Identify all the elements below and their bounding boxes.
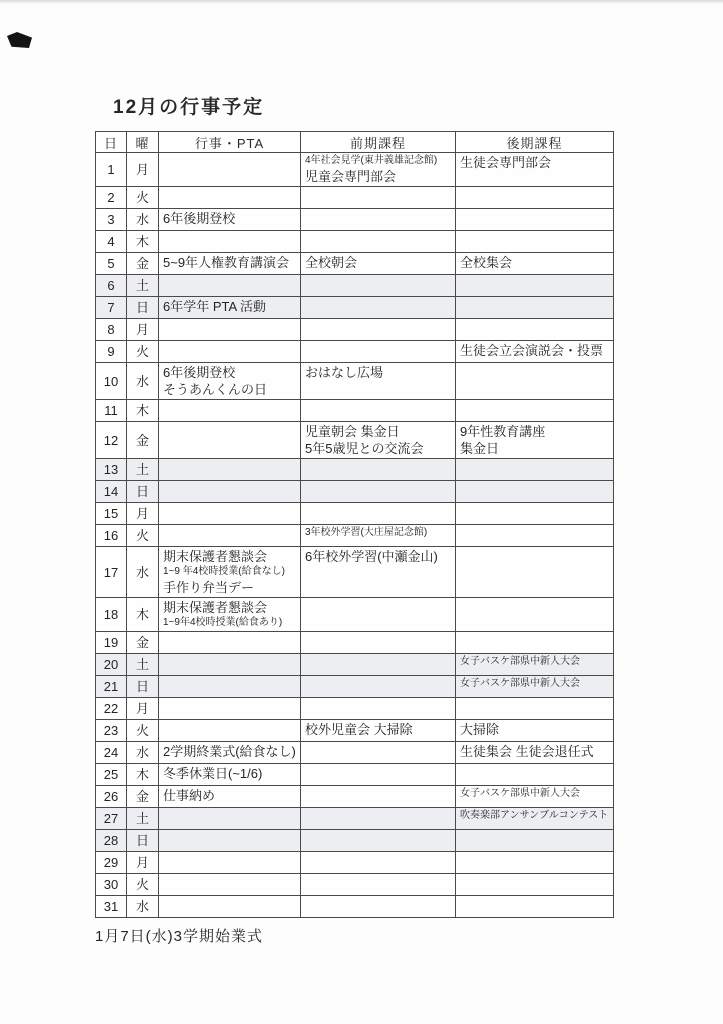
cell-text-line: 28 (103, 833, 119, 848)
kouki-cell (456, 852, 614, 874)
events-pta-cell (159, 400, 301, 422)
cell-text-line: 13 (103, 462, 119, 477)
cell-text-line: 金 (135, 432, 149, 448)
cell-text-line: 1 (107, 162, 115, 177)
day-cell (96, 720, 127, 742)
kouki-cell (456, 319, 614, 341)
header-weekday: 曜 (127, 132, 159, 153)
zenki-cell (301, 632, 456, 654)
document-content (95, 92, 620, 946)
events-pta-cell (159, 275, 301, 297)
table-row (96, 676, 614, 698)
cell-text-line: 月 (135, 506, 149, 521)
day-cell (96, 830, 127, 852)
events-pta-cell (159, 598, 301, 632)
cell-text-line: 期末保護者懇談会 (163, 549, 268, 564)
cell-text-line: 日 (135, 484, 149, 499)
cell-text-line: 4 (107, 234, 115, 249)
table-row (96, 209, 614, 231)
weekday-cell (127, 808, 159, 830)
cell-text-line: 大掃除 (460, 722, 500, 737)
cell-text-line: 10 (103, 373, 119, 389)
cell-text-line: 木 (135, 767, 149, 782)
cell-text-line: 木 (135, 403, 149, 418)
day-cell (96, 231, 127, 253)
day-cell (96, 422, 127, 459)
table-row (96, 400, 614, 422)
cell-text-line: 22 (103, 701, 119, 716)
table-row (96, 830, 614, 852)
cell-text-line: 水 (135, 564, 149, 580)
day-cell (96, 764, 127, 786)
table-row (96, 231, 614, 253)
cell-text-line: 冬季休業日(~1/6) (163, 766, 263, 781)
weekday-cell (127, 654, 159, 676)
cell-text-line: 19 (103, 635, 119, 650)
zenki-cell (301, 275, 456, 297)
zenki-cell (301, 481, 456, 503)
day-cell (96, 253, 127, 275)
table-row (96, 874, 614, 896)
weekday-cell (127, 764, 159, 786)
cell-text-line: 16 (103, 528, 119, 543)
zenki-cell (301, 808, 456, 830)
cell-text-line: 18 (103, 607, 119, 622)
events-pta-cell (159, 525, 301, 547)
day-cell (96, 676, 127, 698)
kouki-cell (456, 503, 614, 525)
events-pta-cell (159, 153, 301, 187)
kouki-cell (456, 676, 614, 698)
table-row (96, 525, 614, 547)
zenki-cell (301, 676, 456, 698)
weekday-cell (127, 547, 159, 598)
cell-text-line: 金 (135, 635, 149, 650)
cell-text-line: 水 (135, 212, 149, 227)
weekday-cell (127, 341, 159, 363)
cell-text-line: 日 (135, 300, 149, 315)
day-cell (96, 786, 127, 808)
table-row (96, 275, 614, 297)
kouki-cell (456, 720, 614, 742)
events-pta-cell (159, 547, 301, 598)
cell-text-line: 5~9年人権教育講演会 (163, 255, 290, 270)
kouki-cell (456, 698, 614, 720)
zenki-cell (301, 341, 456, 363)
weekday-cell (127, 830, 159, 852)
cell-text-line: 2 (107, 190, 115, 205)
cell-text-line: 6年後期登校 (163, 211, 236, 226)
events-pta-cell (159, 187, 301, 209)
day-cell (96, 632, 127, 654)
cell-text-line: 期末保護者懇談会 (163, 600, 268, 615)
day-cell (96, 459, 127, 481)
cell-text-line: 20 (103, 657, 119, 672)
events-pta-cell (159, 874, 301, 896)
weekday-cell (127, 253, 159, 275)
day-cell (96, 503, 127, 525)
day-cell (96, 808, 127, 830)
kouki-cell (456, 830, 614, 852)
cell-text-line: 火 (135, 528, 149, 543)
events-pta-cell (159, 808, 301, 830)
zenki-cell (301, 153, 456, 187)
table-row (96, 297, 614, 319)
cell-text-line: 21 (103, 679, 119, 694)
day-cell (96, 400, 127, 422)
zenki-cell (301, 720, 456, 742)
cell-text-line: 火 (135, 877, 149, 892)
weekday-cell (127, 503, 159, 525)
table-row (96, 808, 614, 830)
events-pta-cell (159, 830, 301, 852)
kouki-cell (456, 297, 614, 319)
table-row (96, 422, 614, 459)
table-row (96, 632, 614, 654)
events-pta-cell (159, 632, 301, 654)
events-pta-cell (159, 209, 301, 231)
cell-text-line: 女子バスケ部県中新人大会 (460, 656, 580, 667)
events-pta-cell (159, 319, 301, 341)
cell-text-line: 30 (103, 877, 119, 892)
zenki-cell (301, 297, 456, 319)
cell-text-line: 全校朝会 (305, 255, 358, 270)
cell-text-line: おはなし広場 (305, 365, 384, 380)
kouki-cell (456, 187, 614, 209)
cell-text-line: 3年校外学習(大庄屋記念館) (305, 527, 428, 538)
table-row (96, 896, 614, 918)
zenki-cell (301, 363, 456, 400)
cell-text-line: 7 (107, 300, 115, 315)
header-zenki-katei: 前期課程 (301, 132, 456, 153)
weekday-cell (127, 598, 159, 632)
table-row (96, 153, 614, 187)
cell-text-line: 児童会専門部会 (305, 169, 397, 184)
zenki-cell (301, 209, 456, 231)
kouki-cell (456, 786, 614, 808)
schedule-table (95, 131, 614, 918)
kouki-cell (456, 231, 614, 253)
day-cell (96, 319, 127, 341)
cell-text-line: 土 (135, 811, 149, 826)
zenki-cell (301, 874, 456, 896)
cell-text-line: 木 (135, 607, 149, 622)
cell-text-line: 手作り弁当デー (163, 580, 255, 595)
cell-text-line: 9年性教育講座 (460, 424, 546, 439)
day-cell (96, 598, 127, 632)
events-pta-cell (159, 459, 301, 481)
events-pta-cell (159, 231, 301, 253)
zenki-cell (301, 654, 456, 676)
cell-text-line: 土 (135, 462, 149, 477)
cell-text-line: 日 (135, 833, 149, 848)
cell-text-line: 金 (135, 789, 149, 804)
table-row (96, 341, 614, 363)
weekday-cell (127, 363, 159, 400)
kouki-cell (456, 896, 614, 918)
events-pta-cell (159, 852, 301, 874)
cell-text-line: 月 (135, 855, 149, 870)
cell-text-line: 5年5歳児との交流会 (305, 441, 424, 456)
cell-text-line: 3 (107, 212, 115, 227)
cell-text-line: 女子バスケ部県中新人大会 (460, 678, 580, 689)
kouki-cell (456, 400, 614, 422)
events-pta-cell (159, 503, 301, 525)
events-pta-cell (159, 654, 301, 676)
cell-text-line: 5 (107, 256, 115, 271)
day-cell (96, 363, 127, 400)
zenki-cell (301, 459, 456, 481)
cell-text-line: 6年校外学習(中瀬金山) (305, 549, 438, 564)
weekday-cell (127, 319, 159, 341)
cell-text-line: 生徒集会 生徒会退任式 (460, 744, 594, 759)
day-cell (96, 547, 127, 598)
cell-text-line: 15 (103, 506, 119, 521)
cell-text-line: 4年社会見学(東井義雄記念館) (305, 155, 438, 166)
cell-text-line: 女子バスケ部県中新人大会 (460, 788, 580, 799)
cell-text-line: 14 (103, 484, 119, 499)
zenki-cell (301, 319, 456, 341)
day-cell (96, 481, 127, 503)
weekday-cell (127, 297, 159, 319)
events-pta-cell (159, 786, 301, 808)
cell-text-line: 火 (135, 344, 149, 359)
cell-text-line: 吹奏楽部アンサンブルコンテスト (460, 810, 609, 821)
weekday-cell (127, 786, 159, 808)
cell-text-line: 27 (103, 811, 119, 826)
events-pta-cell (159, 720, 301, 742)
table-row (96, 547, 614, 598)
zenki-cell (301, 852, 456, 874)
zenki-cell (301, 422, 456, 459)
header-day: 日 (96, 132, 127, 153)
kouki-cell (456, 547, 614, 598)
cell-text-line: 月 (135, 701, 149, 716)
table-row (96, 598, 614, 632)
cell-text-line: 水 (135, 899, 149, 914)
weekday-cell (127, 742, 159, 764)
zenki-cell (301, 764, 456, 786)
zenki-cell (301, 742, 456, 764)
events-pta-cell (159, 297, 301, 319)
zenki-cell (301, 786, 456, 808)
events-pta-cell (159, 698, 301, 720)
cell-text-line: 6 (107, 278, 115, 293)
kouki-cell (456, 253, 614, 275)
day-cell (96, 209, 127, 231)
cell-text-line: 2学期終業式(給食なし) (163, 744, 296, 759)
weekday-cell (127, 422, 159, 459)
zenki-cell (301, 525, 456, 547)
cell-text-line: 全校集会 (460, 255, 513, 270)
cell-text-line: 生徒会専門部会 (460, 155, 552, 170)
cell-text-line: 31 (103, 899, 119, 914)
day-cell (96, 525, 127, 547)
kouki-cell (456, 764, 614, 786)
cell-text-line: 仕事納め (163, 788, 216, 803)
cell-text-line: 土 (135, 657, 149, 672)
kouki-cell (456, 341, 614, 363)
cell-text-line: 日 (135, 679, 149, 694)
cell-text-line: 8 (107, 322, 115, 337)
day-cell (96, 341, 127, 363)
cell-text-line: 12 (103, 432, 119, 448)
weekday-cell (127, 153, 159, 187)
day-cell (96, 874, 127, 896)
cell-text-line: 月 (135, 162, 149, 177)
cell-text-line: 11 (104, 403, 118, 418)
kouki-cell (456, 742, 614, 764)
kouki-cell (456, 598, 614, 632)
table-row (96, 852, 614, 874)
kouki-cell (456, 874, 614, 896)
weekday-cell (127, 231, 159, 253)
weekday-cell (127, 400, 159, 422)
weekday-cell (127, 187, 159, 209)
table-row (96, 654, 614, 676)
zenki-cell (301, 598, 456, 632)
table-row (96, 698, 614, 720)
day-cell (96, 896, 127, 918)
day-cell (96, 297, 127, 319)
weekday-cell (127, 720, 159, 742)
weekday-cell (127, 698, 159, 720)
cell-text-line: 26 (103, 789, 119, 804)
table-row (96, 786, 614, 808)
cell-text-line: 土 (135, 278, 149, 293)
cell-text-line: 校外児童会 大掃除 (305, 722, 413, 737)
table-row (96, 319, 614, 341)
events-pta-cell (159, 253, 301, 275)
events-pta-cell (159, 363, 301, 400)
day-cell (96, 698, 127, 720)
zenki-cell (301, 830, 456, 852)
weekday-cell (127, 275, 159, 297)
cell-text-line: 1~9 年4校時授業(給食なし) (163, 566, 285, 577)
page-title: 12月の行事予定 (113, 97, 265, 118)
day-cell (96, 153, 127, 187)
cell-text-line: 生徒会立会演説会・投票 (460, 343, 604, 358)
cell-text-line: 水 (135, 373, 149, 389)
cell-text-line: そうあんくんの日 (163, 382, 268, 397)
table-row (96, 503, 614, 525)
zenki-cell (301, 503, 456, 525)
cell-text-line: 児童朝会 集金日 (305, 424, 400, 439)
day-cell (96, 275, 127, 297)
zenki-cell (301, 547, 456, 598)
kouki-cell (456, 632, 614, 654)
table-row (96, 764, 614, 786)
cell-text-line: 金 (135, 256, 149, 271)
day-cell (96, 852, 127, 874)
cell-text-line: 6年学年 PTA 活動 (163, 299, 267, 314)
header-kouki-katei: 後期課程 (456, 132, 614, 153)
weekday-cell (127, 209, 159, 231)
kouki-cell (456, 481, 614, 503)
events-pta-cell (159, 481, 301, 503)
weekday-cell (127, 481, 159, 503)
zenki-cell (301, 698, 456, 720)
cell-text-line: 6年後期登校 (163, 365, 236, 380)
cell-text-line: 木 (135, 234, 149, 249)
weekday-cell (127, 525, 159, 547)
table-row (96, 253, 614, 275)
kouki-cell (456, 209, 614, 231)
kouki-cell (456, 275, 614, 297)
weekday-cell (127, 676, 159, 698)
cell-text-line: 1~9年4校時授業(給食あり) (163, 617, 283, 628)
zenki-cell (301, 187, 456, 209)
scan-artifact-mark (7, 32, 32, 48)
cell-text-line: 火 (135, 723, 149, 738)
cell-text-line: 9 (107, 344, 115, 359)
table-row (96, 720, 614, 742)
weekday-cell (127, 632, 159, 654)
kouki-cell (456, 459, 614, 481)
table-row (96, 187, 614, 209)
weekday-cell (127, 896, 159, 918)
events-pta-cell (159, 341, 301, 363)
zenki-cell (301, 896, 456, 918)
cell-text-line: 水 (135, 745, 149, 760)
table-row (96, 742, 614, 764)
kouki-cell (456, 654, 614, 676)
zenki-cell (301, 231, 456, 253)
kouki-cell (456, 422, 614, 459)
day-cell (96, 654, 127, 676)
zenki-cell (301, 253, 456, 275)
weekday-cell (127, 852, 159, 874)
day-cell (96, 742, 127, 764)
table-row (96, 459, 614, 481)
weekday-cell (127, 459, 159, 481)
cell-text-line: 集金日 (460, 441, 500, 456)
events-pta-cell (159, 764, 301, 786)
zenki-cell (301, 400, 456, 422)
cell-text-line: 月 (135, 322, 149, 337)
cell-text-line: 29 (103, 855, 119, 870)
cell-text-line: 25 (103, 767, 119, 782)
events-pta-cell (159, 676, 301, 698)
day-cell (96, 187, 127, 209)
events-pta-cell (159, 742, 301, 764)
kouki-cell (456, 153, 614, 187)
table-row (96, 481, 614, 503)
header-row (96, 132, 614, 153)
header-events-pta: 行事・PTA (159, 132, 301, 153)
table-row (96, 363, 614, 400)
cell-text-line: 17 (103, 564, 119, 580)
cell-text-line: 24 (103, 745, 119, 760)
events-pta-cell (159, 896, 301, 918)
weekday-cell (127, 874, 159, 896)
kouki-cell (456, 808, 614, 830)
footer-note: 1月7日(水)3学期始業式 (95, 928, 264, 945)
cell-text-line: 23 (103, 723, 119, 738)
cell-text-line: 火 (135, 190, 149, 205)
kouki-cell (456, 363, 614, 400)
kouki-cell (456, 525, 614, 547)
events-pta-cell (159, 422, 301, 459)
